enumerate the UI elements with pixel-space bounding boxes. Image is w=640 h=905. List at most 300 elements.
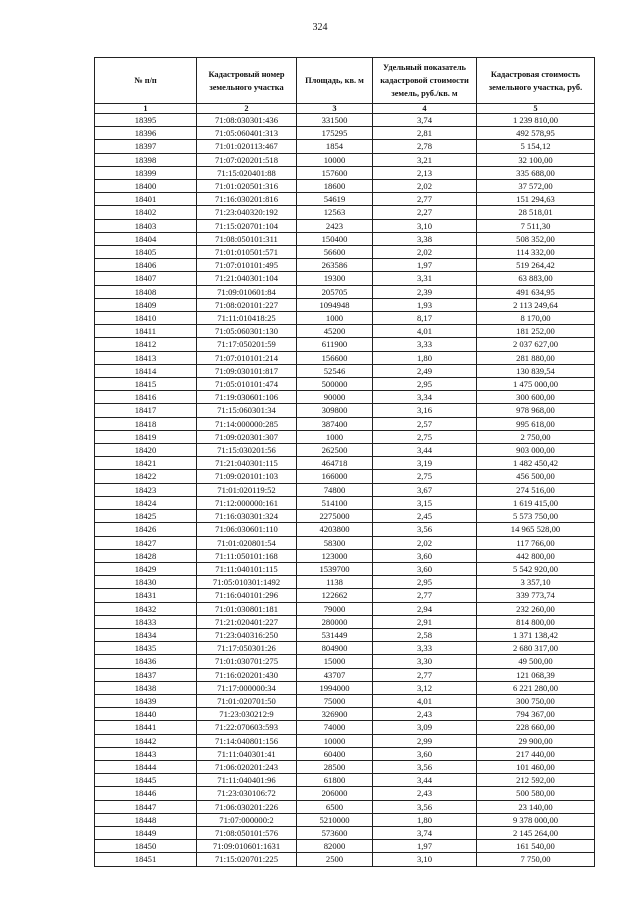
specific-value-cell: 3,60 [373, 562, 477, 575]
area-cell: 1138 [297, 576, 373, 589]
table-row [95, 298, 595, 311]
table-row [95, 351, 595, 364]
header-cadastral-number: Кадастровый номер земельного участка [197, 58, 297, 104]
row-number-cell: 18411 [95, 325, 197, 338]
cadastral-number-cell: 71:11:040101:115 [197, 562, 297, 575]
area-cell: 1094948 [297, 298, 373, 311]
area-cell: 573600 [297, 826, 373, 839]
specific-value-cell: 2,13 [373, 166, 477, 179]
specific-value-cell: 2,39 [373, 285, 477, 298]
cadastral-value-cell: 63 883,00 [477, 272, 595, 285]
cadastral-value-cell: 3 357,10 [477, 576, 595, 589]
row-number-cell: 18400 [95, 180, 197, 193]
area-cell: 206000 [297, 787, 373, 800]
row-number-cell: 18410 [95, 312, 197, 325]
table-row [95, 536, 595, 549]
area-cell: 326900 [297, 708, 373, 721]
table-row [95, 272, 595, 285]
area-cell: 122662 [297, 589, 373, 602]
cadastral-value-cell: 49 500,00 [477, 655, 595, 668]
cadastral-value-cell: 903 000,00 [477, 444, 595, 457]
table-row [95, 404, 595, 417]
specific-value-cell: 3,44 [373, 774, 477, 787]
table-row [95, 668, 595, 681]
cadastral-value-cell: 5 542 920,00 [477, 562, 595, 575]
table-row [95, 153, 595, 166]
specific-value-cell: 3,56 [373, 760, 477, 773]
row-number-cell: 18442 [95, 734, 197, 747]
cadastral-value-cell: 1 371 138,42 [477, 628, 595, 641]
cadastral-number-cell: 71:05:010101:474 [197, 378, 297, 391]
row-number-cell: 18421 [95, 457, 197, 470]
cadastral-number-cell: 71:05:060401:313 [197, 127, 297, 140]
table-row [95, 114, 595, 127]
cadastral-value-cell: 181 252,00 [477, 325, 595, 338]
table-row [95, 615, 595, 628]
specific-value-cell: 2,57 [373, 417, 477, 430]
area-cell: 500000 [297, 378, 373, 391]
cadastral-number-cell: 71:01:020701:50 [197, 694, 297, 707]
cadastral-value-cell: 2 680 317,00 [477, 642, 595, 655]
specific-value-cell: 2,77 [373, 668, 477, 681]
table-row [95, 510, 595, 523]
specific-value-cell: 2,77 [373, 589, 477, 602]
cadastral-number-cell: 71:06:020201:243 [197, 760, 297, 773]
cadastral-number-cell: 71:11:010418:25 [197, 312, 297, 325]
area-cell: 166000 [297, 470, 373, 483]
page-number: 324 [312, 22, 328, 33]
area-cell: 123000 [297, 549, 373, 562]
specific-value-cell: 2,99 [373, 734, 477, 747]
cadastral-number-cell: 71:05:060301:130 [197, 325, 297, 338]
cadastral-value-cell: 23 140,00 [477, 800, 595, 813]
specific-value-cell: 3,12 [373, 681, 477, 694]
cadastral-value-cell: 519 264,42 [477, 259, 595, 272]
specific-value-cell: 3,16 [373, 404, 477, 417]
row-number-cell: 18424 [95, 496, 197, 509]
cadastral-number-cell: 71:08:050101:576 [197, 826, 297, 839]
cadastral-value-cell: 8 170,00 [477, 312, 595, 325]
cadastral-value-cell: 130 839,54 [477, 364, 595, 377]
column-number-row [95, 104, 595, 114]
row-number-cell: 18403 [95, 219, 197, 232]
cadastral-number-cell: 71:16:040101:296 [197, 589, 297, 602]
area-cell: 12563 [297, 206, 373, 219]
cadastral-value-cell: 1 475 000,00 [477, 378, 595, 391]
header-cadastral-value: Кадастровая стоимость земельного участка, руб. [477, 58, 595, 104]
cadastral-number-cell: 71:17:000000:34 [197, 681, 297, 694]
cadastral-value-cell: 339 773,74 [477, 589, 595, 602]
area-cell: 157600 [297, 166, 373, 179]
row-number-cell: 18415 [95, 378, 197, 391]
column-number: 5 [477, 104, 595, 114]
specific-value-cell: 2,77 [373, 193, 477, 206]
area-cell: 61800 [297, 774, 373, 787]
row-number-cell: 18420 [95, 444, 197, 457]
cadastral-number-cell: 71:07:010101:214 [197, 351, 297, 364]
table-row [95, 232, 595, 245]
cadastral-number-cell: 71:01:020119:52 [197, 483, 297, 496]
specific-value-cell: 3,15 [373, 496, 477, 509]
area-cell: 205705 [297, 285, 373, 298]
specific-value-cell: 2,27 [373, 206, 477, 219]
table-row [95, 747, 595, 760]
table-row [95, 378, 595, 391]
specific-value-cell: 3,56 [373, 523, 477, 536]
specific-value-cell: 3,67 [373, 483, 477, 496]
cadastral-value-cell: 32 100,00 [477, 153, 595, 166]
cadastral-value-cell: 29 900,00 [477, 734, 595, 747]
cadastral-value-cell: 151 294,63 [477, 193, 595, 206]
specific-value-cell: 2,02 [373, 246, 477, 259]
table-row [95, 549, 595, 562]
row-number-cell: 18448 [95, 813, 197, 826]
area-cell: 804900 [297, 642, 373, 655]
specific-value-cell: 2,91 [373, 615, 477, 628]
cadastral-value-cell: 232 260,00 [477, 602, 595, 615]
row-number-cell: 18430 [95, 576, 197, 589]
table-row [95, 562, 595, 575]
row-number-cell: 18407 [95, 272, 197, 285]
area-cell: 262500 [297, 444, 373, 457]
row-number-cell: 18451 [95, 853, 197, 866]
specific-value-cell: 3,09 [373, 721, 477, 734]
area-cell: 331500 [297, 114, 373, 127]
area-cell: 56600 [297, 246, 373, 259]
table-row [95, 496, 595, 509]
cadastral-number-cell: 71:15:020401:88 [197, 166, 297, 179]
area-cell: 74800 [297, 483, 373, 496]
cadastral-number-cell: 71:08:030301:436 [197, 114, 297, 127]
row-number-cell: 18416 [95, 391, 197, 404]
row-number-cell: 18435 [95, 642, 197, 655]
cadastral-value-cell: 228 660,00 [477, 721, 595, 734]
row-number-cell: 18408 [95, 285, 197, 298]
area-cell: 43707 [297, 668, 373, 681]
cadastral-number-cell: 71:01:020801:54 [197, 536, 297, 549]
specific-value-cell: 3,60 [373, 747, 477, 760]
row-number-cell: 18439 [95, 694, 197, 707]
area-cell: 10000 [297, 153, 373, 166]
cadastral-number-cell: 71:15:020701:225 [197, 853, 297, 866]
cadastral-value-cell: 161 540,00 [477, 840, 595, 853]
cadastral-number-cell: 71:12:000000:161 [197, 496, 297, 509]
cadastral-value-cell: 6 221 280,00 [477, 681, 595, 694]
specific-value-cell: 3,31 [373, 272, 477, 285]
row-number-cell: 18426 [95, 523, 197, 536]
area-cell: 5210000 [297, 813, 373, 826]
area-cell: 58300 [297, 536, 373, 549]
cadastral-number-cell: 71:15:030201:56 [197, 444, 297, 457]
cadastral-number-cell: 71:21:020401:227 [197, 615, 297, 628]
table-row [95, 800, 595, 813]
row-number-cell: 18428 [95, 549, 197, 562]
area-cell: 309800 [297, 404, 373, 417]
cadastral-number-cell: 71:23:030106:72 [197, 787, 297, 800]
row-number-cell: 18418 [95, 417, 197, 430]
cadastral-value-cell: 456 500,00 [477, 470, 595, 483]
cadastral-number-cell: 71:17:050201:59 [197, 338, 297, 351]
area-cell: 2275000 [297, 510, 373, 523]
row-number-cell: 18419 [95, 430, 197, 443]
area-cell: 175295 [297, 127, 373, 140]
cadastral-number-cell: 71:19:030601:106 [197, 391, 297, 404]
table-row [95, 694, 595, 707]
table-row [95, 417, 595, 430]
cadastral-value-cell: 101 460,00 [477, 760, 595, 773]
row-number-cell: 18401 [95, 193, 197, 206]
row-number-cell: 18409 [95, 298, 197, 311]
area-cell: 2423 [297, 219, 373, 232]
row-number-cell: 18438 [95, 681, 197, 694]
row-number-cell: 18433 [95, 615, 197, 628]
specific-value-cell: 3,33 [373, 338, 477, 351]
area-cell: 45200 [297, 325, 373, 338]
cadastral-value-cell: 217 440,00 [477, 747, 595, 760]
specific-value-cell: 2,81 [373, 127, 477, 140]
cadastral-value-cell: 121 068,39 [477, 668, 595, 681]
cadastral-value-cell: 7 511,30 [477, 219, 595, 232]
specific-value-cell: 2,95 [373, 378, 477, 391]
specific-value-cell: 1,97 [373, 259, 477, 272]
cadastral-value-cell: 212 592,00 [477, 774, 595, 787]
area-cell: 387400 [297, 417, 373, 430]
specific-value-cell: 2,58 [373, 628, 477, 641]
cadastral-value-cell: 508 352,00 [477, 232, 595, 245]
cadastral-number-cell: 71:09:030101:817 [197, 364, 297, 377]
row-number-cell: 18441 [95, 721, 197, 734]
table-row [95, 708, 595, 721]
cadastral-value-cell: 9 378 000,00 [477, 813, 595, 826]
area-cell: 150400 [297, 232, 373, 245]
table-row [95, 206, 595, 219]
row-number-cell: 18432 [95, 602, 197, 615]
table-body [95, 114, 595, 867]
cadastral-value-cell: 492 578,95 [477, 127, 595, 140]
row-number-cell: 18446 [95, 787, 197, 800]
header-specific-value: Удельный показатель кадастровой стоимости земель, руб./кв. м [373, 58, 477, 104]
table-row [95, 140, 595, 153]
cadastral-number-cell: 71:11:040401:96 [197, 774, 297, 787]
table-row [95, 734, 595, 747]
cadastral-value-cell: 5 573 750,00 [477, 510, 595, 523]
cadastral-number-cell: 71:01:020501:316 [197, 180, 297, 193]
row-number-cell: 18449 [95, 826, 197, 839]
row-number-cell: 18447 [95, 800, 197, 813]
specific-value-cell: 3,10 [373, 219, 477, 232]
cadastral-number-cell: 71:08:050101:311 [197, 232, 297, 245]
row-number-cell: 18434 [95, 628, 197, 641]
cadastral-number-cell: 71:01:030701:275 [197, 655, 297, 668]
cadastral-value-cell: 978 968,00 [477, 404, 595, 417]
cadastral-number-cell: 71:06:030201:226 [197, 800, 297, 813]
table-row [95, 127, 595, 140]
table-row [95, 430, 595, 443]
table-row [95, 312, 595, 325]
cadastral-value-cell: 300 600,00 [477, 391, 595, 404]
table-row [95, 444, 595, 457]
cadastral-number-cell: 71:23:040320:192 [197, 206, 297, 219]
cadastral-value-cell: 995 618,00 [477, 417, 595, 430]
cadastral-number-cell: 71:14:000000:285 [197, 417, 297, 430]
row-number-cell: 18429 [95, 562, 197, 575]
cadastral-number-cell: 71:09:010601:84 [197, 285, 297, 298]
table-row [95, 180, 595, 193]
specific-value-cell: 2,95 [373, 576, 477, 589]
specific-value-cell: 1,97 [373, 840, 477, 853]
cadastral-value-cell: 281 880,00 [477, 351, 595, 364]
table-row [95, 853, 595, 866]
table-row [95, 246, 595, 259]
specific-value-cell: 2,78 [373, 140, 477, 153]
area-cell: 1854 [297, 140, 373, 153]
specific-value-cell: 2,02 [373, 180, 477, 193]
specific-value-cell: 3,21 [373, 153, 477, 166]
column-number: 4 [373, 104, 477, 114]
table-row [95, 681, 595, 694]
area-cell: 464718 [297, 457, 373, 470]
specific-value-cell: 2,49 [373, 364, 477, 377]
area-cell: 74000 [297, 721, 373, 734]
cadastral-value-cell: 300 750,00 [477, 694, 595, 707]
cadastral-number-cell: 71:17:050301:26 [197, 642, 297, 655]
specific-value-cell: 1,80 [373, 351, 477, 364]
cadastral-value-cell: 1 239 810,00 [477, 114, 595, 127]
cadastral-value-cell: 1 619 415,00 [477, 496, 595, 509]
cadastral-number-cell: 71:09:020301:307 [197, 430, 297, 443]
table-row [95, 364, 595, 377]
specific-value-cell: 2,45 [373, 510, 477, 523]
table-row [95, 760, 595, 773]
row-number-cell: 18405 [95, 246, 197, 259]
row-number-cell: 18445 [95, 774, 197, 787]
cadastral-number-cell: 71:15:060301:34 [197, 404, 297, 417]
area-cell: 280000 [297, 615, 373, 628]
cadastral-value-cell: 28 518,01 [477, 206, 595, 219]
specific-value-cell: 2,43 [373, 708, 477, 721]
specific-value-cell: 2,02 [373, 536, 477, 549]
specific-value-cell: 2,94 [373, 602, 477, 615]
specific-value-cell: 3,34 [373, 391, 477, 404]
cadastral-value-cell: 117 766,00 [477, 536, 595, 549]
cadastral-value-cell: 14 965 528,00 [477, 523, 595, 536]
cadastral-number-cell: 71:07:000000:2 [197, 813, 297, 826]
row-number-cell: 18413 [95, 351, 197, 364]
cadastral-value-cell: 500 580,00 [477, 787, 595, 800]
specific-value-cell: 3,44 [373, 444, 477, 457]
specific-value-cell: 4,01 [373, 325, 477, 338]
row-number-cell: 18450 [95, 840, 197, 853]
column-number: 1 [95, 104, 197, 114]
cadastral-number-cell: 71:09:020101:103 [197, 470, 297, 483]
table-row [95, 721, 595, 734]
table-header-row [95, 58, 595, 104]
area-cell: 19300 [297, 272, 373, 285]
area-cell: 514100 [297, 496, 373, 509]
table-row [95, 840, 595, 853]
row-number-cell: 18444 [95, 760, 197, 773]
area-cell: 531449 [297, 628, 373, 641]
cadastral-number-cell: 71:15:020701:104 [197, 219, 297, 232]
area-cell: 90000 [297, 391, 373, 404]
cadastral-value-cell: 37 572,00 [477, 180, 595, 193]
specific-value-cell: 3,19 [373, 457, 477, 470]
cadastral-number-cell: 71:01:020113:467 [197, 140, 297, 153]
cadastral-value-cell: 2 145 264,00 [477, 826, 595, 839]
cadastral-number-cell: 71:08:020101:227 [197, 298, 297, 311]
area-cell: 60400 [297, 747, 373, 760]
cadastral-number-cell: 71:09:010601:1631 [197, 840, 297, 853]
specific-value-cell: 3,33 [373, 642, 477, 655]
specific-value-cell: 1,80 [373, 813, 477, 826]
specific-value-cell: 3,56 [373, 800, 477, 813]
column-number: 2 [197, 104, 297, 114]
area-cell: 4203800 [297, 523, 373, 536]
area-cell: 79000 [297, 602, 373, 615]
table-row [95, 628, 595, 641]
cadastral-value-cell: 7 750,00 [477, 853, 595, 866]
cadastral-number-cell: 71:07:020201:518 [197, 153, 297, 166]
area-cell: 1994000 [297, 681, 373, 694]
table-row [95, 602, 595, 615]
table-row [95, 483, 595, 496]
cadastral-value-cell: 814 800,00 [477, 615, 595, 628]
table-row [95, 655, 595, 668]
specific-value-cell: 2,43 [373, 787, 477, 800]
cadastral-number-cell: 71:22:070603:593 [197, 721, 297, 734]
table-row [95, 325, 595, 338]
row-number-cell: 18404 [95, 232, 197, 245]
row-number-cell: 18406 [95, 259, 197, 272]
row-number-cell: 18427 [95, 536, 197, 549]
area-cell: 1000 [297, 312, 373, 325]
cadastral-number-cell: 71:06:030601:110 [197, 523, 297, 536]
row-number-cell: 18395 [95, 114, 197, 127]
specific-value-cell: 3,30 [373, 655, 477, 668]
table-row [95, 219, 595, 232]
table-row [95, 826, 595, 839]
specific-value-cell: 3,10 [373, 853, 477, 866]
row-number-cell: 18423 [95, 483, 197, 496]
area-cell: 1000 [297, 430, 373, 443]
specific-value-cell: 8,17 [373, 312, 477, 325]
area-cell: 611900 [297, 338, 373, 351]
row-number-cell: 18412 [95, 338, 197, 351]
area-cell: 75000 [297, 694, 373, 707]
table-row [95, 391, 595, 404]
cadastral-number-cell: 71:21:040301:115 [197, 457, 297, 470]
area-cell: 54619 [297, 193, 373, 206]
table-row [95, 193, 595, 206]
cadastral-value-cell: 2 113 249,64 [477, 298, 595, 311]
area-cell: 263586 [297, 259, 373, 272]
table-row [95, 589, 595, 602]
specific-value-cell: 2,75 [373, 430, 477, 443]
area-cell: 28500 [297, 760, 373, 773]
cadastral-number-cell: 71:16:020201:430 [197, 668, 297, 681]
table-row [95, 642, 595, 655]
cadastral-value-cell: 491 634,95 [477, 285, 595, 298]
cadastral-number-cell: 71:16:030201:816 [197, 193, 297, 206]
row-number-cell: 18417 [95, 404, 197, 417]
cadastral-value-table [94, 57, 595, 867]
cadastral-number-cell: 71:01:010501:571 [197, 246, 297, 259]
row-number-cell: 18437 [95, 668, 197, 681]
row-number-cell: 18414 [95, 364, 197, 377]
row-number-cell: 18443 [95, 747, 197, 760]
cadastral-number-cell: 71:16:030301:324 [197, 510, 297, 523]
row-number-cell: 18397 [95, 140, 197, 153]
